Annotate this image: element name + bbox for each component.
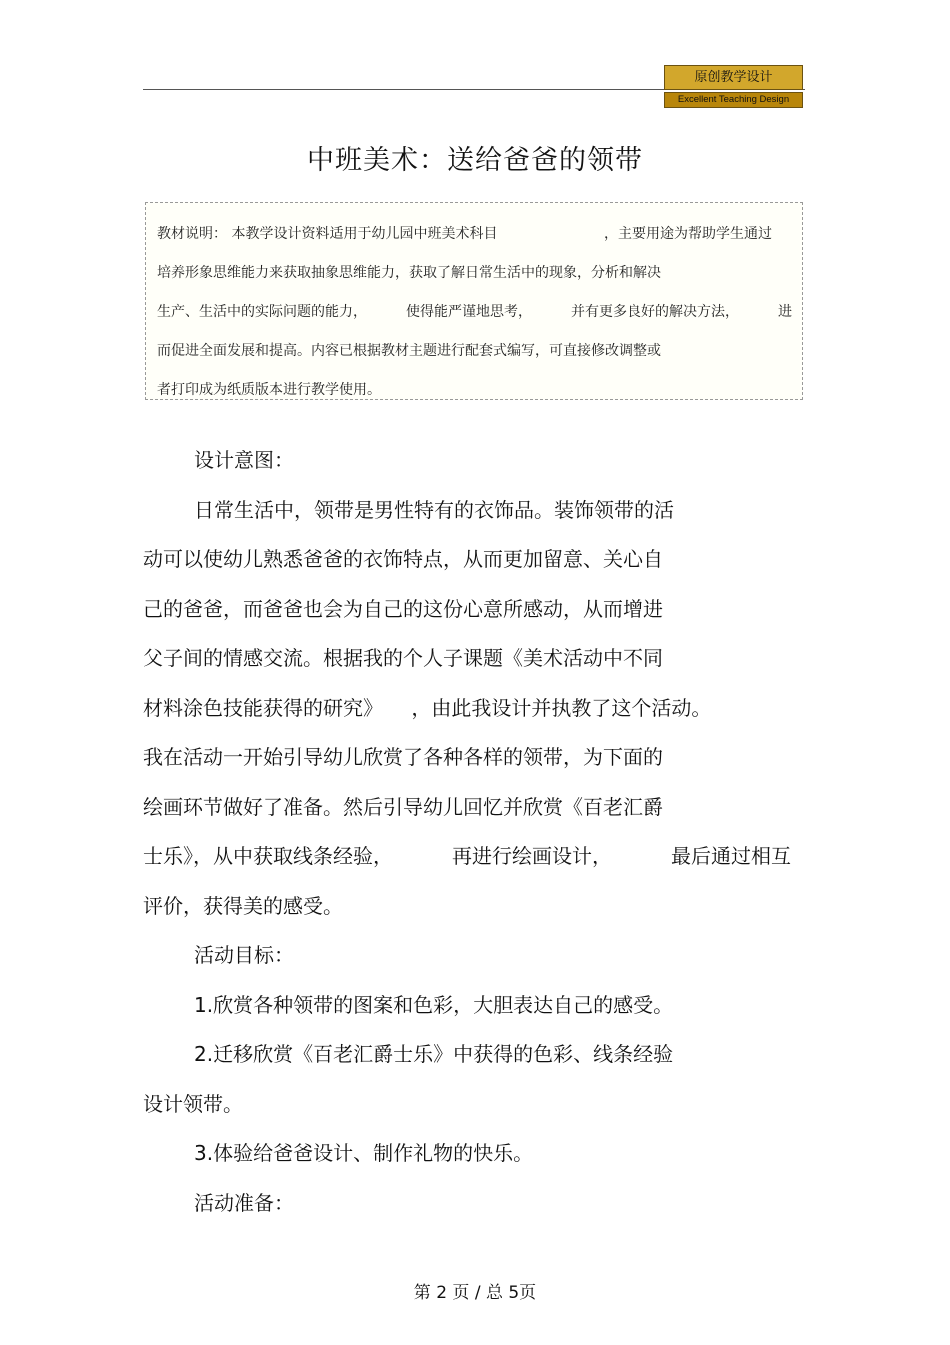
note-line-segment: 生产、生活中的实际问题的能力， [157, 304, 367, 320]
paragraph-line: 评价，获得美的感受。 [143, 893, 343, 918]
paragraph-line-segment: 材料涂色技能获得的研究》 [143, 695, 383, 720]
paragraph-line-segment: ，由此我设计并执教了这个活动。 [411, 695, 712, 720]
document-body [143, 436, 803, 1228]
goal-item-1: 1.欣赏各种领带的图案和色彩，大胆表达自己的感受。 [194, 992, 674, 1017]
note-line-segment: 教材说明： 本教学设计资料适用于幼儿园中班美术科目 [157, 226, 498, 242]
note-line-segment: 并有更多良好的解决方法， [571, 304, 739, 320]
note-line [157, 293, 792, 332]
note-line-segment: 使得能严谨地思考， [406, 304, 532, 320]
paragraph-line-segment: 最后通过相互 [671, 844, 791, 868]
paragraph-line: 动可以使幼儿熟悉爸爸的衣饰特点，从而更加留意、关心自 [143, 547, 663, 571]
note-line: 培养形象思维能力来获取抽象思维能力，获取了解日常生活中的现象，分析和解决 [157, 265, 661, 281]
paragraph-line-segment: 士乐》，从中获取线条经验， [143, 844, 393, 868]
paragraph-line-segment: 再进行绘画设计， [452, 844, 612, 868]
paragraph-line: 我在活动一开始引导幼儿欣赏了各种各样的领带，为下面的 [143, 745, 663, 769]
goal-item-3: 3.体验给爸爸设计、制作礼物的快乐。 [194, 1141, 534, 1165]
section-heading-goals: 活动目标： [194, 943, 294, 967]
material-note-box [145, 202, 803, 400]
goal-item-2: 2.迁移欣赏《百老汇爵士乐》中获得的色彩、线条经验 [194, 1042, 674, 1066]
original-design-badge [664, 65, 803, 108]
note-line-segment: 进 [778, 304, 792, 320]
paragraph-line [143, 684, 803, 734]
paragraph-line: 日常生活中，领带是男性特有的衣饰品。装饰领带的活 [194, 497, 674, 522]
section-heading-intent: 设计意图： [194, 448, 294, 472]
document-title: 中班美术：送给爸爸的领带 [307, 145, 643, 176]
page-number-footer: 第 2 页 / 总 5页 [413, 1283, 537, 1303]
section-heading-prep: 活动准备： [194, 1190, 294, 1215]
paragraph-line: 父子间的情感交流。根据我的个人子课题《美术活动中不同 [143, 646, 663, 670]
note-line [157, 215, 792, 254]
goal-item-2-continuation: 设计领带。 [143, 1091, 243, 1116]
badge-chinese-label: 原创教学设计 [664, 65, 803, 90]
badge-english-label: Excellent Teaching Design [664, 92, 803, 108]
paragraph-line: 己的爸爸，而爸爸也会为自己的这份心意所感动，从而增进 [143, 596, 663, 621]
note-line-segment: ，主要用途为帮助学生通过 [604, 226, 772, 242]
note-line: 者打印成为纸质版本进行教学使用。 [157, 382, 381, 398]
paragraph-line [143, 832, 791, 882]
paragraph-line: 绘画环节做好了准备。然后引导幼儿回忆并欣赏《百老汇爵 [143, 794, 663, 819]
note-line: 而促进全面发展和提高。内容已根据教材主题进行配套式编写，可直接修改调整或 [157, 343, 661, 359]
